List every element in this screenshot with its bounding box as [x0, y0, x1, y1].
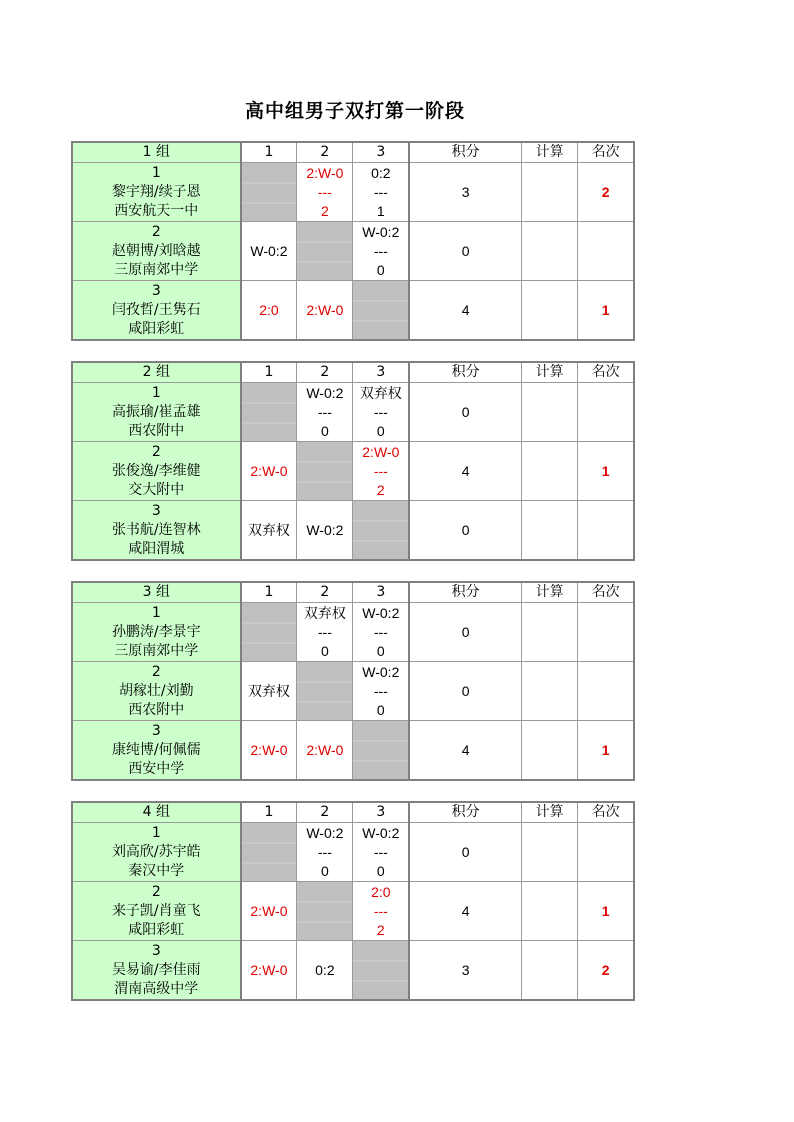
match-result-line: --- — [373, 462, 388, 479]
team-row — [72, 383, 634, 442]
team-row — [72, 281, 634, 341]
match-result-line: --- — [373, 902, 388, 919]
match-result-cell — [353, 163, 409, 222]
self-match-cell — [353, 721, 409, 781]
team-row — [72, 603, 634, 662]
header-col-3: 3 — [353, 802, 409, 823]
match-result-line: 0 — [320, 862, 329, 879]
header-col-3: 3 — [353, 362, 409, 383]
team-row — [72, 662, 634, 721]
team-rank — [578, 823, 634, 882]
match-result-line: W-0:2 — [306, 384, 344, 401]
match-result-line: 0 — [376, 862, 385, 879]
team-cell — [72, 383, 241, 442]
match-result-cell — [353, 823, 409, 882]
team-cell — [72, 603, 241, 662]
team-points: 4 — [409, 281, 521, 341]
match-result-cell — [241, 721, 297, 781]
team-seed: 3 — [151, 282, 161, 299]
team-rank — [578, 383, 634, 442]
team-players: 赵朝博/刘晗越 — [111, 242, 201, 259]
match-result-cell — [353, 383, 409, 442]
match-result-cell — [241, 501, 297, 561]
header-col-1: 1 — [241, 802, 297, 823]
team-seed: 3 — [151, 722, 161, 739]
team-school: 西农附中 — [128, 701, 185, 718]
match-result-line: 双弃权 — [247, 521, 290, 538]
team-cell — [72, 823, 241, 882]
team-calc — [522, 823, 578, 882]
match-result-line: --- — [317, 403, 332, 420]
team-rank: 1 — [578, 442, 634, 501]
header-col-1: 1 — [241, 142, 297, 163]
match-result-line: 1 — [376, 202, 385, 219]
match-result-line: --- — [373, 403, 388, 420]
match-result-cell — [297, 941, 353, 1001]
group-label: 3 组 — [72, 582, 241, 603]
team-points: 0 — [409, 501, 521, 561]
match-result-line: 2:0 — [259, 301, 279, 318]
team-players: 刘高欣/苏宇皓 — [111, 843, 201, 860]
team-school: 咸阳渭城 — [128, 540, 185, 557]
team-points: 3 — [409, 941, 521, 1001]
match-result-line: 2:0 — [371, 883, 391, 900]
match-result-cell — [297, 501, 353, 561]
team-seed: 2 — [151, 443, 161, 460]
group-table-3 — [71, 581, 635, 781]
match-result-cell — [297, 603, 353, 662]
match-result-line: 2:W-0 — [362, 443, 400, 460]
match-result-line: W-0:2 — [362, 663, 400, 680]
group-label: 2 组 — [72, 362, 241, 383]
match-result-line: 0 — [320, 422, 329, 439]
team-rank — [578, 603, 634, 662]
match-result-line: 2:W-0 — [250, 741, 288, 758]
match-result-line: 2:W-0 — [306, 741, 344, 758]
team-rank: 2 — [578, 941, 634, 1001]
group-header-row — [72, 802, 634, 823]
match-result-line: --- — [373, 242, 388, 259]
team-players: 孙鹏涛/李景宇 — [111, 623, 201, 640]
team-school: 渭南高级中学 — [114, 980, 199, 997]
match-result-line: 2:W-0 — [250, 462, 288, 479]
group-table-2 — [71, 361, 635, 561]
match-result-cell — [241, 882, 297, 941]
group-table-4 — [71, 801, 635, 1001]
team-points: 4 — [409, 721, 521, 781]
header-col-3: 3 — [353, 582, 409, 603]
match-result-cell — [297, 721, 353, 781]
match-result-line: 双弃权 — [359, 384, 402, 401]
self-match-cell — [241, 603, 297, 662]
header-rank: 名次 — [578, 582, 634, 603]
header-col-2: 2 — [297, 362, 353, 383]
match-result-line: 双弃权 — [247, 682, 290, 699]
team-seed: 1 — [151, 164, 161, 181]
page-title: 高中组男子双打第一阶段 — [244, 100, 465, 122]
team-seed: 3 — [151, 942, 161, 959]
team-school: 秦汉中学 — [128, 862, 185, 879]
match-result-cell — [297, 281, 353, 341]
match-result-line: --- — [373, 682, 388, 699]
team-calc — [522, 662, 578, 721]
header-col-2: 2 — [297, 802, 353, 823]
team-calc — [522, 383, 578, 442]
team-school: 咸阳彩虹 — [128, 921, 185, 938]
team-calc — [522, 941, 578, 1001]
team-players: 胡稼壮/刘勤 — [118, 682, 194, 699]
team-cell — [72, 941, 241, 1001]
group-label: 4 组 — [72, 802, 241, 823]
team-players: 黎宇翔/续子恩 — [111, 183, 201, 200]
match-result-cell — [297, 383, 353, 442]
team-calc — [522, 501, 578, 561]
team-school: 西安航天一中 — [114, 202, 199, 219]
match-result-line: W-0:2 — [250, 242, 288, 259]
header-col-3: 3 — [353, 142, 409, 163]
team-calc — [522, 222, 578, 281]
match-result-line: --- — [317, 843, 332, 860]
header-points: 积分 — [409, 802, 521, 823]
self-match-cell — [353, 281, 409, 341]
team-cell — [72, 882, 241, 941]
team-cell — [72, 662, 241, 721]
match-result-cell — [241, 662, 297, 721]
match-result-line: 双弃权 — [303, 604, 346, 621]
team-calc — [522, 882, 578, 941]
team-school: 三原南郊中学 — [114, 642, 199, 659]
match-result-line: --- — [373, 843, 388, 860]
match-result-line: W-0:2 — [362, 604, 400, 621]
team-calc — [522, 442, 578, 501]
team-cell — [72, 163, 241, 222]
team-row — [72, 882, 634, 941]
match-result-line: 0 — [376, 642, 385, 659]
self-match-cell — [297, 222, 353, 281]
match-result-line: 0 — [376, 701, 385, 718]
header-col-2: 2 — [297, 142, 353, 163]
match-result-line: --- — [317, 183, 332, 200]
team-seed: 2 — [151, 883, 161, 900]
match-result-line: 0:2 — [371, 164, 391, 181]
team-rank: 2 — [578, 163, 634, 222]
team-players: 闫孜哲/王隽石 — [111, 301, 201, 318]
team-cell — [72, 281, 241, 341]
team-rank: 1 — [578, 281, 634, 341]
group-header-row — [72, 582, 634, 603]
match-result-line: --- — [317, 623, 332, 640]
team-calc — [522, 721, 578, 781]
match-result-cell — [353, 882, 409, 941]
header-rank: 名次 — [578, 362, 634, 383]
team-players: 张书航/连智林 — [111, 521, 201, 538]
team-calc — [522, 163, 578, 222]
team-school: 交大附中 — [128, 481, 185, 498]
team-row — [72, 501, 634, 561]
match-result-line: W-0:2 — [362, 223, 400, 240]
team-points: 4 — [409, 882, 521, 941]
match-result-line: 0:2 — [315, 961, 335, 978]
self-match-cell — [297, 662, 353, 721]
team-school: 三原南郊中学 — [114, 261, 199, 278]
match-result-line: --- — [373, 623, 388, 640]
team-points: 3 — [409, 163, 521, 222]
team-row — [72, 442, 634, 501]
header-points: 积分 — [409, 142, 521, 163]
team-rank — [578, 222, 634, 281]
team-school: 咸阳彩虹 — [128, 320, 185, 337]
team-row — [72, 721, 634, 781]
match-result-line: 0 — [376, 261, 385, 278]
group-header-row — [72, 142, 634, 163]
team-players: 来子凯/肖童飞 — [111, 902, 201, 919]
self-match-cell — [297, 882, 353, 941]
header-col-2: 2 — [297, 582, 353, 603]
team-rank — [578, 501, 634, 561]
team-cell — [72, 501, 241, 561]
team-row — [72, 941, 634, 1001]
self-match-cell — [353, 501, 409, 561]
team-points: 4 — [409, 442, 521, 501]
self-match-cell — [297, 442, 353, 501]
match-result-line: W-0:2 — [306, 521, 344, 538]
team-rank: 1 — [578, 882, 634, 941]
match-result-line: W-0:2 — [306, 824, 344, 841]
match-result-cell — [241, 442, 297, 501]
self-match-cell — [241, 823, 297, 882]
match-result-line: W-0:2 — [362, 824, 400, 841]
match-result-line: 0 — [376, 422, 385, 439]
team-points: 0 — [409, 823, 521, 882]
match-result-cell — [353, 222, 409, 281]
team-cell — [72, 222, 241, 281]
match-result-line: 2 — [320, 202, 329, 219]
team-players: 康纯博/何佩儒 — [111, 741, 201, 758]
team-points: 0 — [409, 222, 521, 281]
match-result-cell — [297, 163, 353, 222]
header-col-1: 1 — [241, 362, 297, 383]
header-col-1: 1 — [241, 582, 297, 603]
group-header-row — [72, 362, 634, 383]
team-calc — [522, 603, 578, 662]
team-rank — [578, 662, 634, 721]
team-row — [72, 222, 634, 281]
team-points: 0 — [409, 383, 521, 442]
team-seed: 3 — [151, 502, 161, 519]
team-seed: 1 — [151, 824, 161, 841]
team-row — [72, 823, 634, 882]
match-result-cell — [353, 662, 409, 721]
team-calc — [522, 281, 578, 341]
team-school: 西安中学 — [128, 760, 185, 777]
team-cell — [72, 442, 241, 501]
match-result-cell — [297, 823, 353, 882]
match-result-cell — [241, 281, 297, 341]
match-result-line: 2:W-0 — [306, 301, 344, 318]
team-seed: 1 — [151, 604, 161, 621]
match-result-line: 0 — [320, 642, 329, 659]
match-result-line: 2:W-0 — [250, 902, 288, 919]
match-result-cell — [241, 222, 297, 281]
team-players: 高振瑜/崔孟雄 — [111, 403, 201, 420]
header-rank: 名次 — [578, 802, 634, 823]
match-result-cell — [241, 941, 297, 1001]
header-calc: 计算 — [522, 142, 578, 163]
team-seed: 1 — [151, 384, 161, 401]
header-points: 积分 — [409, 582, 521, 603]
match-result-line: 2 — [376, 481, 385, 498]
match-result-line: 2:W-0 — [306, 164, 344, 181]
team-row — [72, 163, 634, 222]
header-calc: 计算 — [522, 362, 578, 383]
match-result-cell — [353, 442, 409, 501]
team-players: 张俊逸/李维健 — [111, 462, 201, 479]
header-calc: 计算 — [522, 802, 578, 823]
self-match-cell — [353, 941, 409, 1001]
team-school: 西农附中 — [128, 422, 185, 439]
match-result-line: 2 — [376, 921, 385, 938]
team-rank: 1 — [578, 721, 634, 781]
team-cell — [72, 721, 241, 781]
match-result-line: 2:W-0 — [250, 961, 288, 978]
self-match-cell — [241, 383, 297, 442]
match-result-cell — [353, 603, 409, 662]
self-match-cell — [241, 163, 297, 222]
group-table-1 — [71, 141, 635, 341]
team-points: 0 — [409, 662, 521, 721]
header-rank: 名次 — [578, 142, 634, 163]
match-result-line: --- — [373, 183, 388, 200]
team-seed: 2 — [151, 663, 161, 680]
team-points: 0 — [409, 603, 521, 662]
team-seed: 2 — [151, 223, 161, 240]
header-calc: 计算 — [522, 582, 578, 603]
header-points: 积分 — [409, 362, 521, 383]
group-label: 1 组 — [72, 142, 241, 163]
team-players: 吴易谕/李佳雨 — [111, 961, 201, 978]
